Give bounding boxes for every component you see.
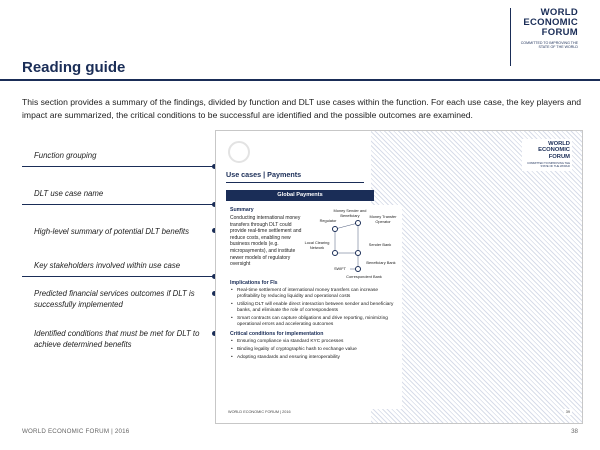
node-sender-bank: Sender Bank (368, 242, 392, 247)
label-stakeholders: Key stakeholders involved within use case (34, 261, 181, 270)
summary-heading: Summary (230, 207, 254, 213)
critical-item: • Adopting standards and ensuring interoperability (230, 355, 398, 361)
node-correspondent: Correspondent Bank (346, 274, 382, 279)
wef-logo (516, 8, 578, 50)
label-outcomes: Predicted financial services outcomes if DLT is successfully implemented (34, 289, 195, 309)
critical-item: • Binding legality of cryptographic hash to exchange value (230, 347, 398, 353)
operator-icon (355, 220, 361, 226)
node-swift: SWIFT (333, 266, 347, 271)
node-local-clearing: Local Clearing Network (304, 240, 330, 250)
summary-text: Conducting international money transfers through DLT could provide real-time settlement and reduce costs, enabling new business models (e.g. micropayments), and institute newer models of regulatory oversight (230, 215, 302, 268)
label-use-case-name: DLT use case name (34, 189, 104, 198)
logo-tagline: COMMITTED TO IMPROVING THE STATE OF THE WORLD (520, 41, 578, 50)
label-function-grouping: Function grouping (34, 151, 97, 160)
implication-item: • Real-time settlement of international money transfers can increase profitability by reducing liquidity and operational costs (230, 288, 398, 300)
function-circle-icon (228, 141, 250, 163)
rule-use-case-name (22, 204, 215, 205)
thumb-logo-line-1: WORLD (548, 141, 570, 147)
implication-item: • Smart contracts can capture obligations and drive reporting, minimizing operational errors and accelerating outcomes (230, 316, 398, 328)
global-payments-bar: Global Payments (226, 190, 374, 201)
node-money-sender: Money Sender and Beneficiary (333, 208, 367, 218)
use-cases-rule (226, 182, 364, 183)
thumbnail-footer: WORLD ECONOMIC FORUM | 2016 (228, 410, 291, 414)
thumb-logo-tagline: COMMITTED TO IMPROVING THE STATE OF THE WORLD (527, 162, 570, 169)
node-regulator: Regulator (319, 218, 337, 223)
page-footer: WORLD ECONOMIC FORUM | 2016 (22, 428, 130, 435)
clearing-icon (332, 250, 338, 256)
intro-paragraph: This section provides a summary of the findings, divided by function and DLT use cases within the function. For each use case, the key players and impact are summarized, the critical conditions to be successful are identified and the possible outcomes are examined. (22, 97, 582, 120)
stakeholder-diagram (302, 207, 402, 287)
title-divider (0, 79, 600, 81)
thumbnail-page-number: 39 (565, 410, 570, 414)
node-transfer-operator: Money Transfer Operator (369, 214, 397, 224)
thumbnail-logo (522, 139, 572, 171)
hatch-pattern (371, 131, 583, 424)
thumb-logo-line-2: ECONOMIC (538, 147, 570, 154)
page-number: 38 (571, 428, 578, 435)
rule-stakeholders (22, 276, 215, 277)
label-conditions: Identified conditions that must be met for DLT to achieve determined benefits (34, 329, 200, 349)
page-title: Reading guide (22, 59, 126, 76)
thumb-logo-line-3: FORUM (548, 153, 570, 160)
logo-bar (510, 8, 511, 66)
bank-icon (355, 250, 361, 256)
logo-line-1: WORLD (540, 7, 578, 18)
label-summary-benefits: High-level summary of potential DLT benefits (34, 227, 189, 236)
critical-item: • Ensuring compliance via standard KYC processes (230, 339, 398, 345)
rule-function-grouping (22, 166, 215, 167)
page-thumbnail (215, 130, 583, 424)
logo-line-3: FORUM (541, 27, 578, 38)
critical-heading: Critical conditions for implementation (230, 330, 324, 337)
use-cases-title: Use cases | Payments (226, 170, 302, 179)
logo-line-2: ECONOMIC (523, 17, 578, 28)
implication-item: • Utilizing DLT will enable direct interaction between sender and beneficiary banks, and eliminate the role of correspondents (230, 302, 398, 314)
implications-heading: Implications for FIs (230, 279, 278, 286)
node-beneficiary-bank: Beneficiary Bank (366, 260, 396, 265)
swift-icon (355, 266, 361, 272)
regulator-icon (332, 226, 338, 232)
